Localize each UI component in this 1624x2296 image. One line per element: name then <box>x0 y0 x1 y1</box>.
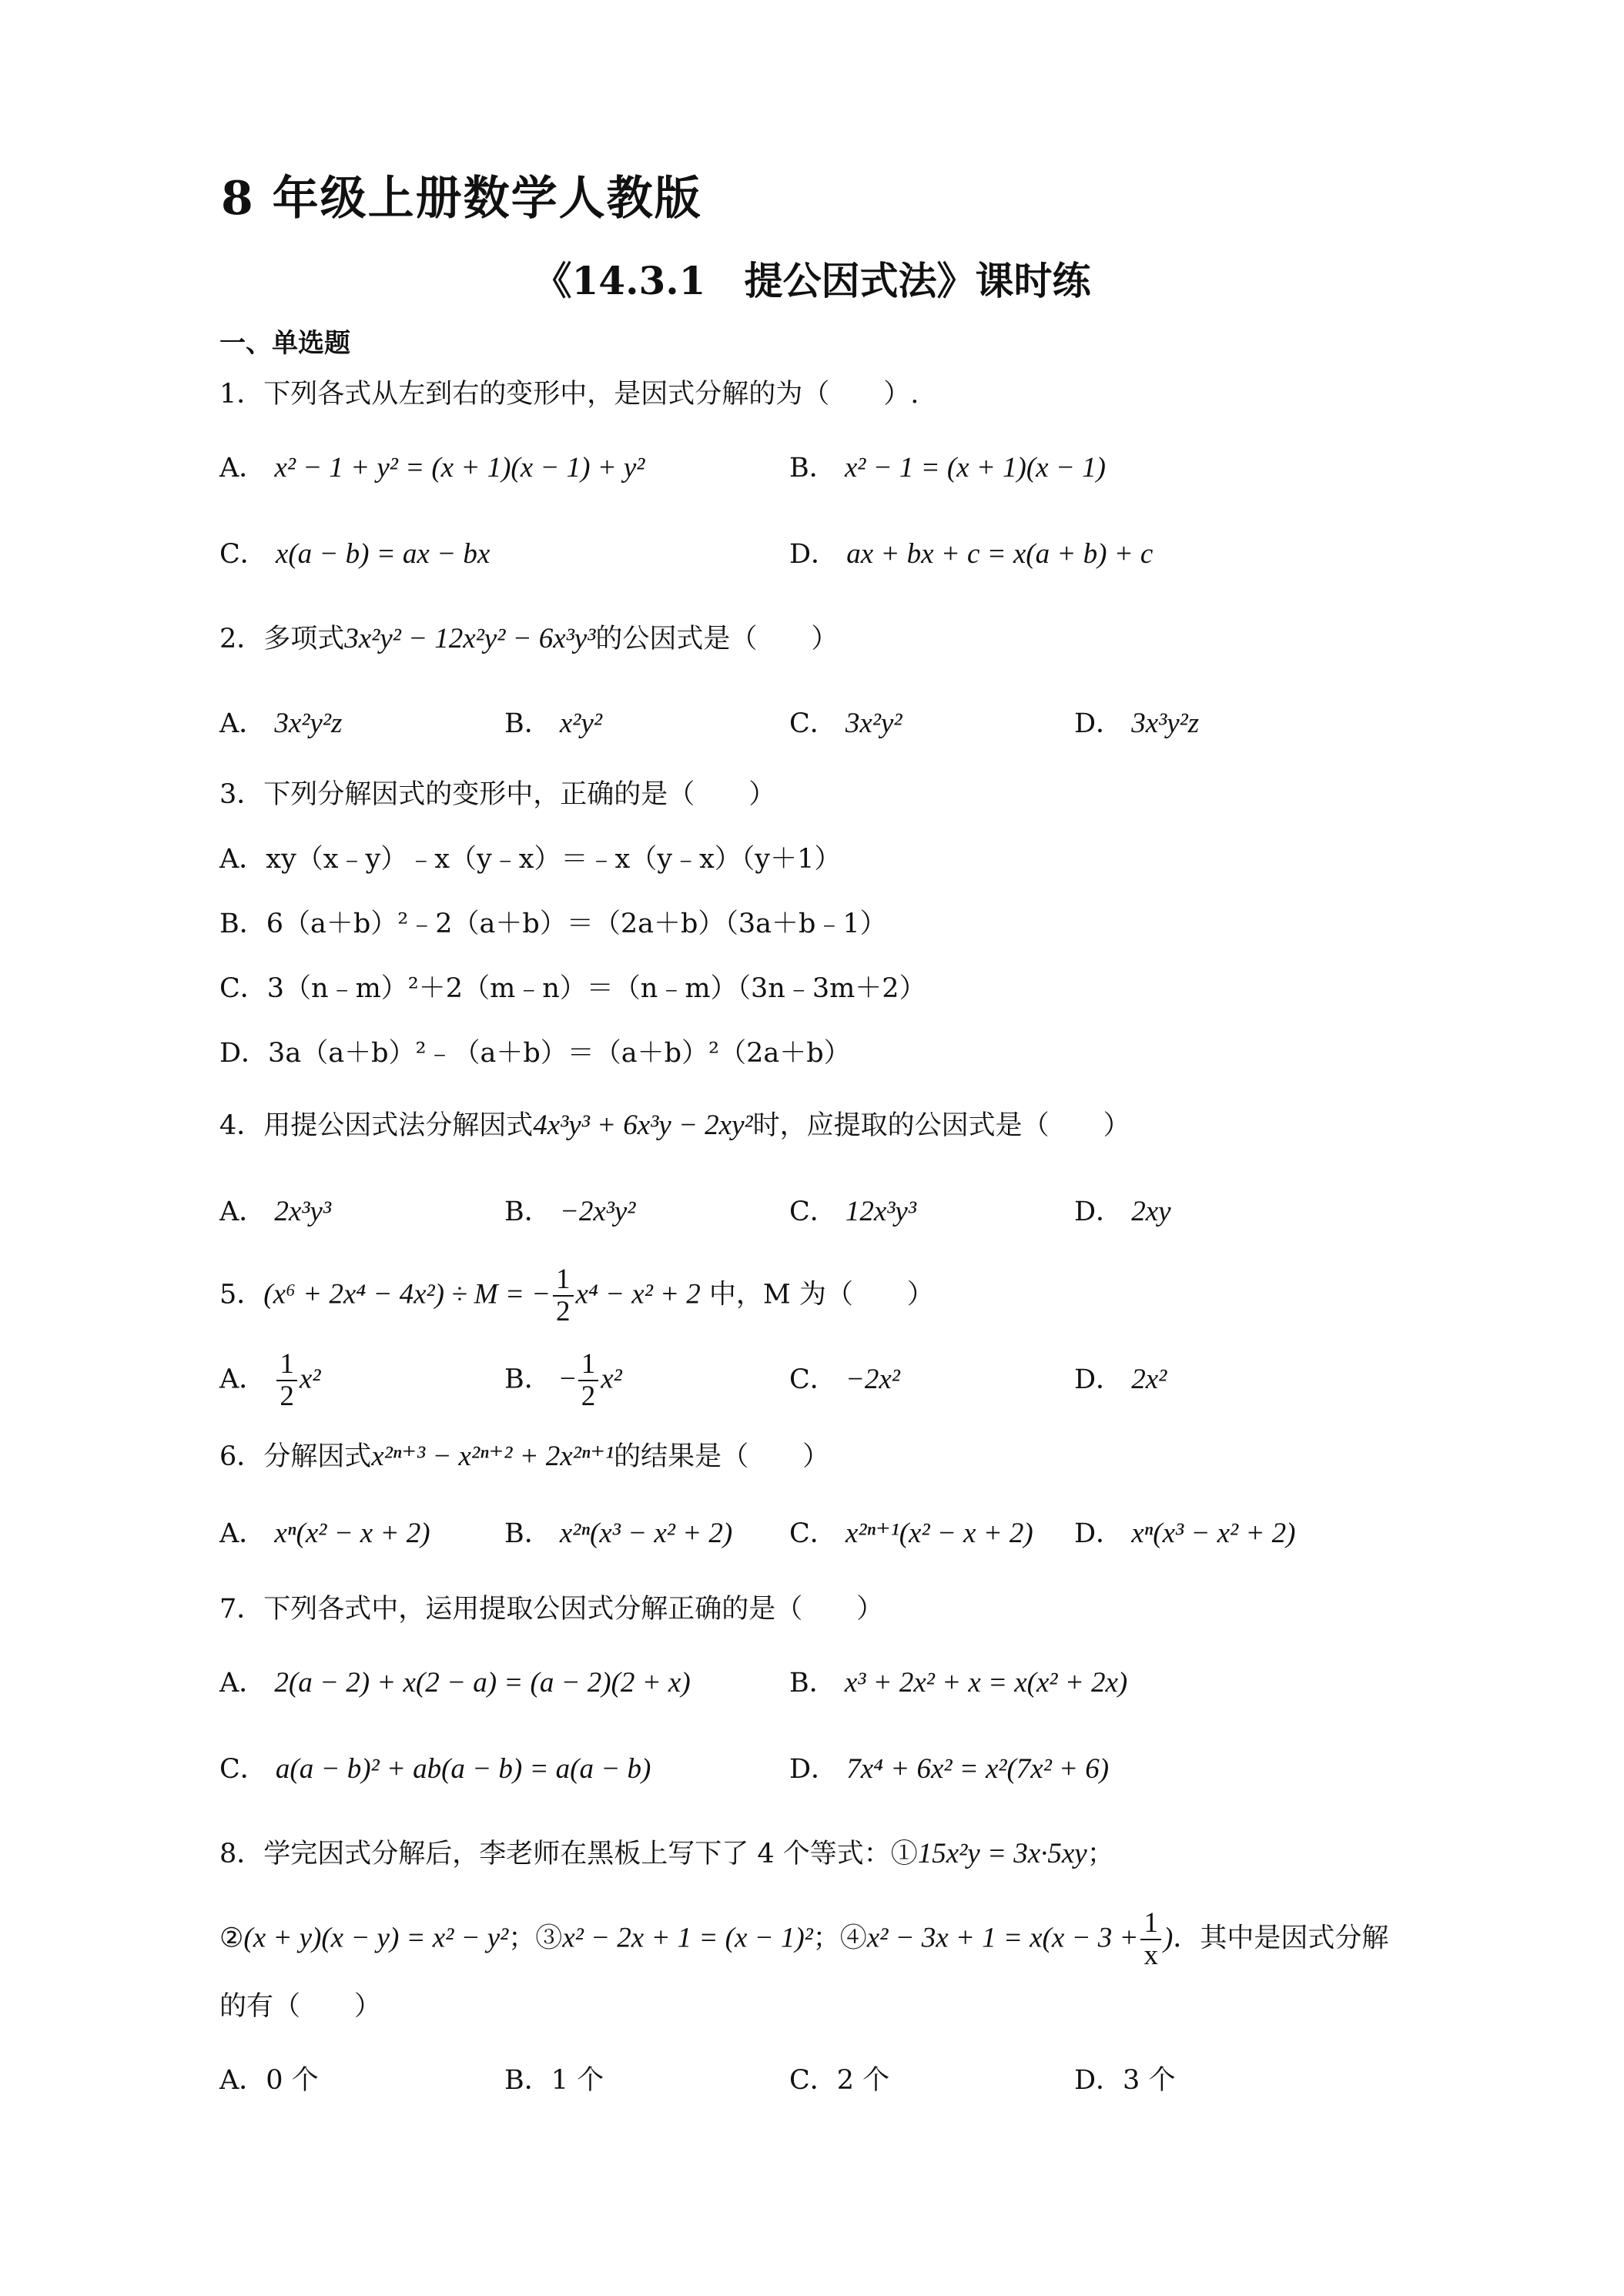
q8-eq4-fraction <box>1140 1908 1161 1971</box>
q6-option-d-math: xⁿ(x³ − x² + 2) <box>1131 1518 1296 1549</box>
q8-option-c: C．2 个 <box>789 2065 890 2096</box>
q5-stem <box>219 1264 934 1327</box>
option-label: C． <box>789 1518 837 1549</box>
option-label: A． <box>219 1197 266 1227</box>
q6-stem-post: 的结果是（ ） <box>614 1441 830 1472</box>
option-label: C． <box>789 708 837 739</box>
q3-option-c: C．3（n﹣m）²＋2（m﹣n）＝（n﹣m）（3n﹣3m＋2） <box>219 973 926 1004</box>
option-label: B． <box>504 708 551 739</box>
document-subtitle: 《14.3.1 提公因式法》课时练 <box>533 258 1091 303</box>
q8-stem-line1 <box>219 1837 1114 1871</box>
q2-stem <box>219 622 838 656</box>
fraction-numerator: 1 <box>276 1349 297 1381</box>
q5-fraction <box>553 1264 574 1327</box>
q6-option-c <box>789 1517 1033 1551</box>
q3-option-d: D．3a（a＋b）²﹣（a＋b）＝（a＋b）²（2a＋b） <box>219 1038 851 1069</box>
q4-stem-pre: 4．用提公因式法分解因式 <box>219 1110 534 1141</box>
q6-stem-math: x²ⁿ⁺³ − x²ⁿ⁺² + 2x²ⁿ⁺¹ <box>371 1441 614 1472</box>
q8-eq3: x² − 2x + 1 = (x − 1)² <box>562 1922 813 1954</box>
q4-stem-math: 4x³y³ + 6x³y − 2xy² <box>533 1110 753 1141</box>
option-label: D． <box>789 1754 839 1785</box>
q7-option-c <box>219 1752 651 1786</box>
q2-option-a-math: 3x²y²z <box>274 708 343 739</box>
option-label: C． <box>219 1754 267 1785</box>
q7-option-d <box>789 1752 1109 1786</box>
option-label: D． <box>1074 1518 1123 1549</box>
q6-option-b-math: x²ⁿ(x³ − x² + 2) <box>559 1518 733 1549</box>
q6-option-a-math: xⁿ(x² − x + 2) <box>274 1518 430 1549</box>
q1-stem: 1．下列各式从左到右的变形中，是因式分解的为（ ）. <box>219 379 919 410</box>
q4-option-a-math: 2x³y³ <box>274 1196 331 1227</box>
q3-option-a: A．xy（x﹣y）﹣x（y﹣x）＝﹣x（y﹣x）（y＋1） <box>219 844 842 875</box>
q8-option-d: D．3 个 <box>1074 2065 1176 2096</box>
fraction-numerator: 1 <box>1140 1908 1161 1940</box>
q8-option-b: B．1 个 <box>504 2065 604 2096</box>
minus-sign: − <box>559 1363 576 1395</box>
q8-line2-post: ．其中是因式分解 <box>1173 1923 1389 1954</box>
q1-option-b-math: x² − 1 = (x + 1)(x − 1) <box>844 452 1106 484</box>
q4-option-b-math: −2x³y² <box>559 1196 636 1227</box>
option-label: A． <box>219 708 266 739</box>
q2-option-b-math: x²y² <box>559 708 602 739</box>
q4-stem <box>219 1109 1130 1143</box>
q3-stem: 3．下列分解因式的变形中，正确的是（ ） <box>219 779 776 810</box>
q5-option-c <box>789 1363 900 1397</box>
q1-option-a <box>219 451 645 485</box>
fraction-denominator: 2 <box>280 1381 294 1412</box>
q2-stem-post: 的公因式是（ ） <box>595 624 839 654</box>
q8-eq4-close: ) <box>1163 1922 1174 1954</box>
q4-option-b <box>504 1195 635 1229</box>
q6-stem-pre: 6．分解因式 <box>219 1441 372 1472</box>
q7-option-b-math: x³ + 2x² + x = x(x² + 2x) <box>844 1667 1128 1699</box>
q6-option-d <box>1074 1517 1295 1551</box>
q7-option-a <box>219 1666 691 1700</box>
q4-option-d-math: 2xy <box>1131 1196 1171 1227</box>
q5-option-b <box>504 1349 622 1412</box>
q1-option-c-math: x(a − b) = ax − bx <box>275 538 491 570</box>
q2-option-c-math: 3x²y² <box>845 708 902 739</box>
q8-option-a: A．0 个 <box>219 2065 319 2096</box>
q2-option-b <box>504 707 602 741</box>
option-label: B． <box>789 1668 836 1699</box>
q5-math-right: x⁴ − x² + 2 <box>575 1278 701 1310</box>
q5-option-a-math: x² <box>299 1363 321 1395</box>
q1-option-b <box>789 451 1106 485</box>
q8-circled-3: ；③ <box>508 1923 563 1954</box>
option-label: B． <box>504 1197 551 1227</box>
option-label: D． <box>1074 1364 1123 1395</box>
q7-option-b <box>789 1666 1127 1700</box>
fraction-denominator: x <box>1143 1940 1158 1971</box>
fraction-denominator: 2 <box>581 1381 596 1412</box>
option-label: A． <box>219 1518 266 1549</box>
option-label: B． <box>504 1364 551 1395</box>
q5-number: 5． <box>219 1279 264 1310</box>
option-label: B． <box>504 1518 551 1549</box>
q5-option-d <box>1074 1363 1167 1397</box>
option-label: A． <box>219 1668 266 1699</box>
option-label: C． <box>789 1364 837 1395</box>
q4-option-c-math: 12x³y³ <box>845 1196 916 1227</box>
q8-circled-4: ；④ <box>812 1923 867 1954</box>
q5-option-a <box>219 1349 320 1412</box>
section-heading: 一、单选题 <box>219 328 350 359</box>
q5-option-b-math: x² <box>601 1363 622 1395</box>
q4-option-d <box>1074 1195 1171 1229</box>
q7-option-c-math: a(a − b)² + ab(a − b) = a(a − b) <box>275 1753 651 1785</box>
option-label: D． <box>789 539 839 570</box>
q1-option-d-math: ax + bx + c = x(a + b) + c <box>846 538 1154 570</box>
option-label: C． <box>789 1197 837 1227</box>
option-label: D． <box>1074 1197 1123 1227</box>
q5-option-b-fraction <box>578 1349 599 1412</box>
fraction-numerator: 1 <box>553 1264 574 1297</box>
q7-option-d-math: 7x⁴ + 6x² = x²(7x² + 6) <box>846 1753 1110 1785</box>
fraction-denominator: 2 <box>556 1296 571 1327</box>
q3-option-b: B．6（a＋b）²﹣2（a＋b）＝（2a＋b）（3a＋b﹣1） <box>219 909 887 939</box>
option-label: A． <box>219 1364 266 1395</box>
q4-option-c <box>789 1195 916 1229</box>
q6-option-b <box>504 1517 732 1551</box>
q1-option-a-math: x² − 1 + y² = (x + 1)(x − 1) + y² <box>274 452 645 484</box>
q5-option-c-math: −2x² <box>845 1364 900 1395</box>
q8-stem-line3: 的有（ ） <box>219 1991 382 2022</box>
fraction-numerator: 1 <box>578 1349 599 1381</box>
q8-stem-line2 <box>219 1908 1388 1971</box>
q5-stem-post: 中，M 为（ ） <box>708 1279 934 1310</box>
option-label: A． <box>219 453 266 484</box>
option-label: D． <box>1074 708 1123 739</box>
q4-option-a <box>219 1195 331 1229</box>
q1-option-c <box>219 537 490 571</box>
q1-option-d <box>789 537 1153 571</box>
document-title: 8 年级上册数学人教版 <box>221 172 702 226</box>
q5-option-d-math: 2x² <box>1131 1364 1167 1395</box>
q6-option-a <box>219 1517 430 1551</box>
q6-stem <box>219 1440 829 1474</box>
q2-stem-pre: 2．多项式 <box>219 624 345 654</box>
q8-line1-math: 15x²y = 3x·5xy <box>917 1838 1087 1869</box>
q7-option-a-math: 2(a − 2) + x(2 − a) = (a − 2)(2 + x) <box>274 1667 691 1699</box>
option-label: B． <box>789 453 836 484</box>
q7-stem: 7．下列各式中，运用提取公因式分解正确的是（ ） <box>219 1594 884 1625</box>
q8-line1-post: ； <box>1087 1839 1114 1869</box>
q8-eq2: (x + y)(x − y) = x² − y² <box>243 1922 509 1954</box>
q5-option-a-fraction <box>276 1349 297 1412</box>
q5-math-left: (x⁶ + 2x⁴ − 4x²) ÷ M = − <box>263 1278 551 1310</box>
q4-stem-post: 时，应提取的公因式是（ ） <box>752 1110 1130 1141</box>
q2-option-a <box>219 707 342 741</box>
q8-eq4: x² − 3x + 1 = x(x − 3 + <box>866 1922 1139 1954</box>
q2-option-c <box>789 707 902 741</box>
q8-circled-2: ② <box>219 1923 244 1954</box>
q6-option-c-math: x²ⁿ⁺¹(x² − x + 2) <box>845 1518 1033 1549</box>
q2-stem-math: 3x²y² − 12x²y² − 6x³y³ <box>344 623 596 654</box>
q2-option-d <box>1074 707 1199 741</box>
q2-option-d-math: 3x³y²z <box>1131 708 1200 739</box>
option-label: C． <box>219 539 267 570</box>
q8-line1-pre: 8．学完因式分解后，李老师在黑板上写下了 4 个等式：① <box>219 1839 918 1869</box>
